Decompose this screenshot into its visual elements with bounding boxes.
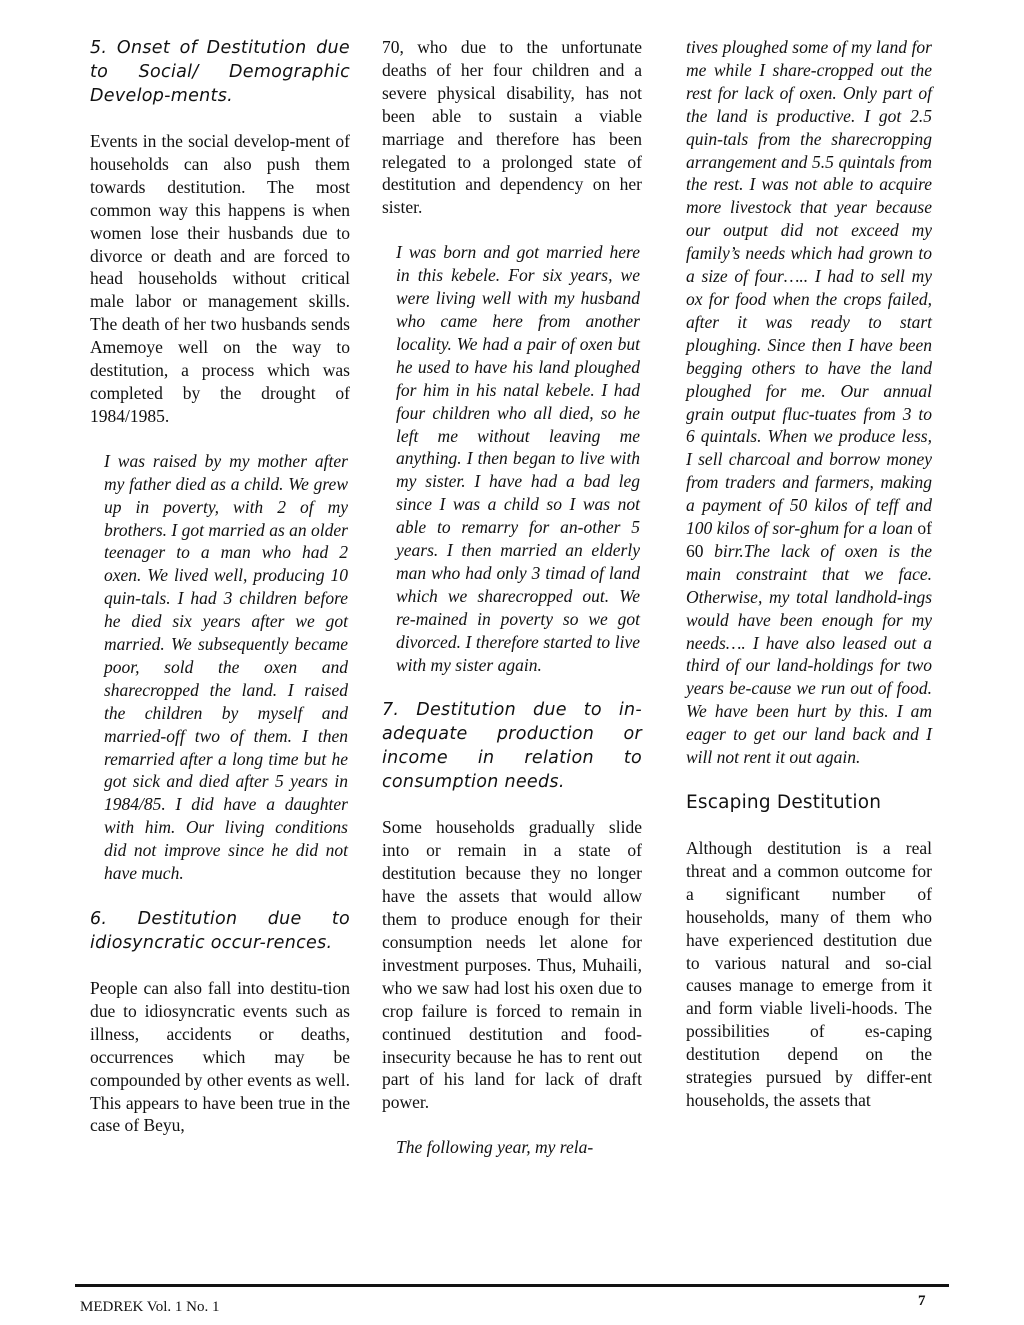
column-1	[90, 36, 350, 1137]
quote-muhaili-continued	[686, 36, 932, 769]
body-paragraph: Some households gradually slide into or remain in a state of destitution because they no longer have the assets that would allow them to produce enough for their consumption needs let alone for investment purposes. Thus, Muhaili, who we saw had lost his oxen due to crop failure is forced to remain in continued destitution and food-insecurity because he has to rent out part of his land for lack of draft power.	[382, 817, 642, 1113]
page-number: 7	[918, 1293, 926, 1309]
section-heading-5: 5. Onset of Destitution due to Social/ Demographic Develop-ments.	[90, 38, 350, 106]
quote-amemoye: I was raised by my mother after my father died as a child. We grew up in poverty, with 2 of my brothers. I got married as an older teenager to a man who had 2 oxen. We lived well, producing 10 quin-tals. I had 3 children before he died six years after we got married. We subsequently became poor, sold the oxen and sharecropped the land. I raised the children by myself and married-off two of them. I then remarried after a long time but he got sick and died after 5 years in 1984/85. I did have a daughter with him. Our living conditions did not improve since he did not have much.	[104, 450, 348, 884]
quote-beyu: I was born and got married here in this kebele. For six years, we were living well with my husband who came here from another locality. We had a pair of oxen but he used to have his land ploughed for him in his natal kebele. I had four children who all died, so he left me without leaving me anything. I then began to live with my sister. I have had a bad leg since I was a child so I was not able to remarry for an-other 5 years. I then married an elderly man who had only 3 timad of land which we sharecropped out. We re-mained in poverty so we got divorced. I therefore started to live with my sister again.	[396, 242, 640, 675]
body-paragraph: Events in the social develop-ment of households can also push them towards destitution. The most common way this happens is when women lose their husbands due to divorce or death and are forced to head households without critical male labor or management skills. The death of her two husbands sends Amemoye well on the way to destitution, a process which was completed by the drought of 1984/1985.	[90, 131, 350, 426]
body-paragraph: People can also fall into destitu-tion due to idiosyncratic events such as illness, accidents or deaths, occurrences which may be compounded by other events as well. This appears to have been true in the case of Beyu,	[90, 978, 350, 1136]
column-3	[686, 36, 932, 1112]
journal-name: MEDREK Vol. 1 No. 1	[80, 1299, 220, 1315]
body-paragraph: Although destitution is a real threat and a common outcome for a significant number of households, many of them who have experienced destitution due to various natural and so-cial causes manage to emerge from it and form viable liveli-hoods. The possibilities of es-caping destitution depend on the strategies pursued by differ-ent households, the assets that	[686, 838, 932, 1110]
body-paragraph: 70, who due to the unfortunate deaths of her four children and a severe physical disability, has not been able to sustain a viable marriage and therefore has been relegated to a prolonged state of destitution and dependency on her sister.	[382, 37, 642, 218]
footer-rule	[75, 1284, 949, 1287]
quote-text: birr.The lack of oxen is the main constraint that we face. Otherwise, my total landhold-ings would have been enough for my needs…. I have also leased out a third of our land-holdings for two years be-cause we run out of food. We have been hurt by this. I am eager to get our land back and I will not rent it out again.	[686, 540, 933, 768]
section-heading-6: 6. Destitution due to idiosyncratic occur-rences.	[90, 909, 350, 953]
quote-text: tives ploughed some of my land for me while I share-cropped out the rest for lack of oxen. Only part of the land is productive. I got 2.5 quin-tals from the sharecropping arrangement and 5.5 quintals from the rest. I was not able to acquire more livestock that year because our output did not exceed my family’s needs which had grown to a size of four….. I had to sell my ox for food when the crops failed, after it was ready to start ploughing. Since then I have been begging others to have the land ploughed for me. Our annual grain output fluc-tuates from 3 to 6 quintals. When we produce less, I sell charcoal and borrow money from traders and farmers, making a payment of 50 kilos of teff and 100 kilos of sor-ghum for a loan	[686, 37, 932, 539]
section-heading-7: 7. Destitution due to in-adequate production or income in relation to consumption needs.	[382, 700, 642, 793]
column-2	[382, 36, 642, 1159]
section-subheading: Escaping Destitution	[686, 792, 882, 813]
quote-text-upright: of 60	[686, 518, 932, 561]
quote-muhaili-start: The following year, my rela-	[396, 1137, 594, 1158]
